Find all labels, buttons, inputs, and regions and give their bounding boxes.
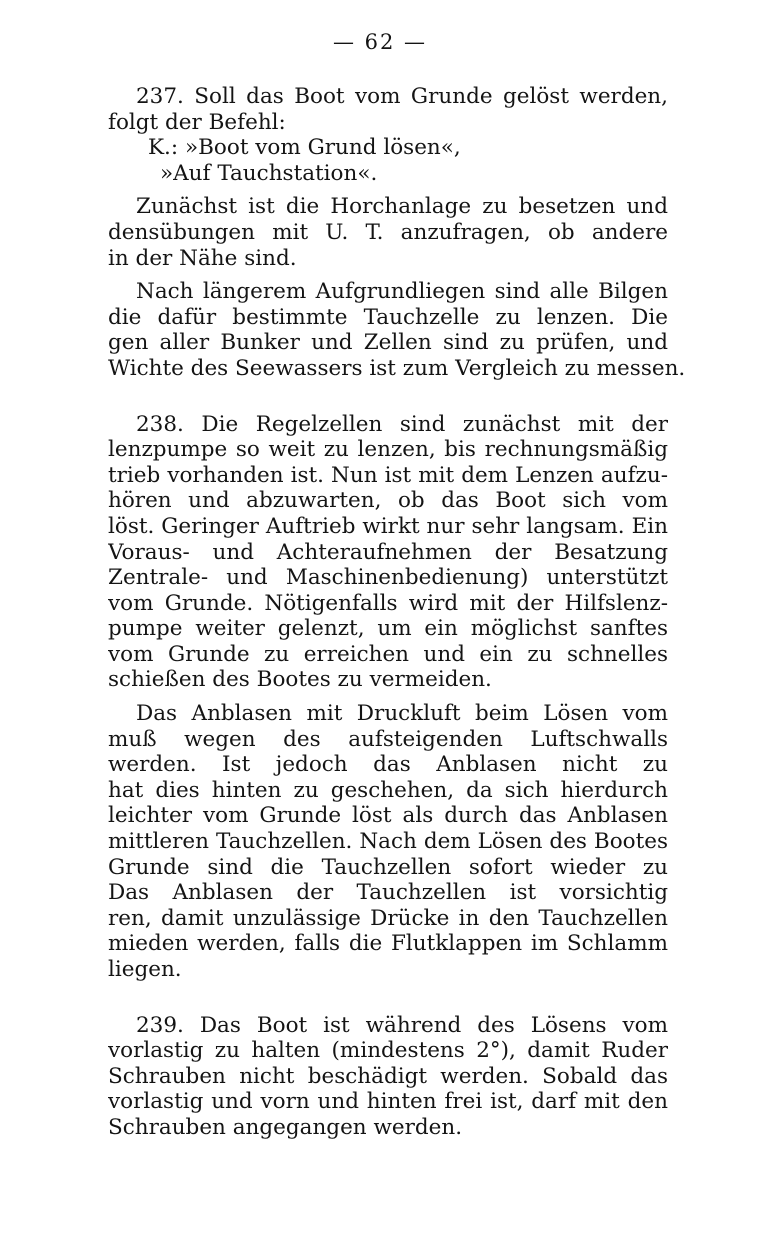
- text-line: leichter vom Grunde löst als durch das Anblasen: [108, 803, 668, 829]
- text-line: mieden werden, falls die Flutklappen im Schlamm: [108, 931, 668, 957]
- text-line: Das Anblasen der Tauchzellen ist vorsichtig: [108, 880, 668, 906]
- paragraph: [108, 1013, 668, 1141]
- text-line: 237. Soll das Boot vom Grunde gelöst werden,: [136, 84, 668, 109]
- section-237: [108, 84, 686, 382]
- text-line: mittleren Tauchzellen. Nach dem Lösen des Bootes: [108, 829, 668, 855]
- text-line: Schrauben angegangen werden.: [108, 1114, 463, 1140]
- text-line: löst. Geringer Auftrieb wirkt nur sehr langsam. Ein: [108, 513, 668, 539]
- text-line: K.: »Boot vom Grund lösen«,: [148, 135, 461, 161]
- text-line: Das Anblasen mit Druckluft beim Lösen vom: [136, 701, 668, 727]
- paragraph: [108, 84, 668, 186]
- text-line: Schrauben nicht beschädigt werden. Sobald das: [108, 1063, 668, 1089]
- text-line: die dafür bestimmte Tauchzelle zu lenzen. Die: [108, 304, 668, 330]
- text-line: schießen des Bootes zu vermeiden.: [108, 667, 492, 693]
- paragraph: [108, 701, 668, 983]
- section-239: [108, 1013, 668, 1141]
- text-line: hat dies hinten zu geschehen, da sich hierdurch: [108, 777, 668, 803]
- text-line: vom Grunde zu erreichen und ein zu schnelles: [108, 641, 668, 667]
- text-line: folgt der Befehl:: [108, 109, 286, 135]
- text-line: in der Nähe sind.: [108, 245, 297, 271]
- paragraph: [108, 412, 668, 694]
- text-line: hören und abzuwarten, ob das Boot sich vom: [108, 488, 668, 514]
- section-238: [108, 412, 668, 983]
- text-line: gen aller Bunker und Zellen sind zu prüfen, und: [108, 330, 668, 356]
- text-line: Grunde sind die Tauchzellen sofort wieder zu: [108, 854, 668, 880]
- text-line: liegen.: [108, 957, 182, 982]
- text-line: »Auf Tauchstation«.: [160, 160, 378, 186]
- text-line: 239. Das Boot ist während des Lösens vom: [136, 1012, 668, 1038]
- text-line: vorlastig zu halten (mindestens 2°), damit Ruder: [108, 1038, 668, 1064]
- text-line: lenzpumpe so weit zu lenzen, bis rechnungsmäßig: [108, 437, 668, 463]
- text-line: Zentrale- und Maschinenbedienung) unterstützt: [108, 565, 668, 591]
- text-line: ren, damit unzulässige Drücke in den Tauchzellen: [108, 905, 668, 931]
- body-text: [108, 84, 686, 1141]
- text-line: 238. Die Regelzellen sind zunächst mit der: [136, 411, 668, 437]
- text-line: muß wegen des aufsteigenden Luftschwalls: [108, 726, 668, 752]
- text-line: Voraus- und Achteraufnehmen der Besatzung: [108, 539, 668, 565]
- text-line: trieb vorhanden ist. Nun ist mit dem Lenzen aufzu-: [108, 462, 668, 488]
- paragraph: [108, 279, 686, 381]
- text-line: werden. Ist jedoch das Anblasen nicht zu: [108, 752, 668, 778]
- text-line: densübungen mit U. T. anzufragen, ob andere: [108, 219, 668, 245]
- text-line: vom Grunde. Nötigenfalls wird mit der Hilfslenz-: [108, 590, 668, 616]
- page-number: — 62 —: [332, 30, 428, 54]
- text-line: Wichte des Seewassers ist zum Vergleich zu messen.: [108, 355, 686, 381]
- text-line: pumpe weiter gelenzt, um ein möglichst sanftes: [108, 616, 668, 642]
- text-line: Zunächst ist die Horchanlage zu besetzen und: [136, 194, 668, 220]
- text-line: vorlastig und vorn und hinten frei ist, darf mit den: [108, 1089, 668, 1115]
- text-line: Nach längerem Aufgrundliegen sind alle Bilgen: [136, 279, 668, 305]
- paragraph: [108, 194, 668, 271]
